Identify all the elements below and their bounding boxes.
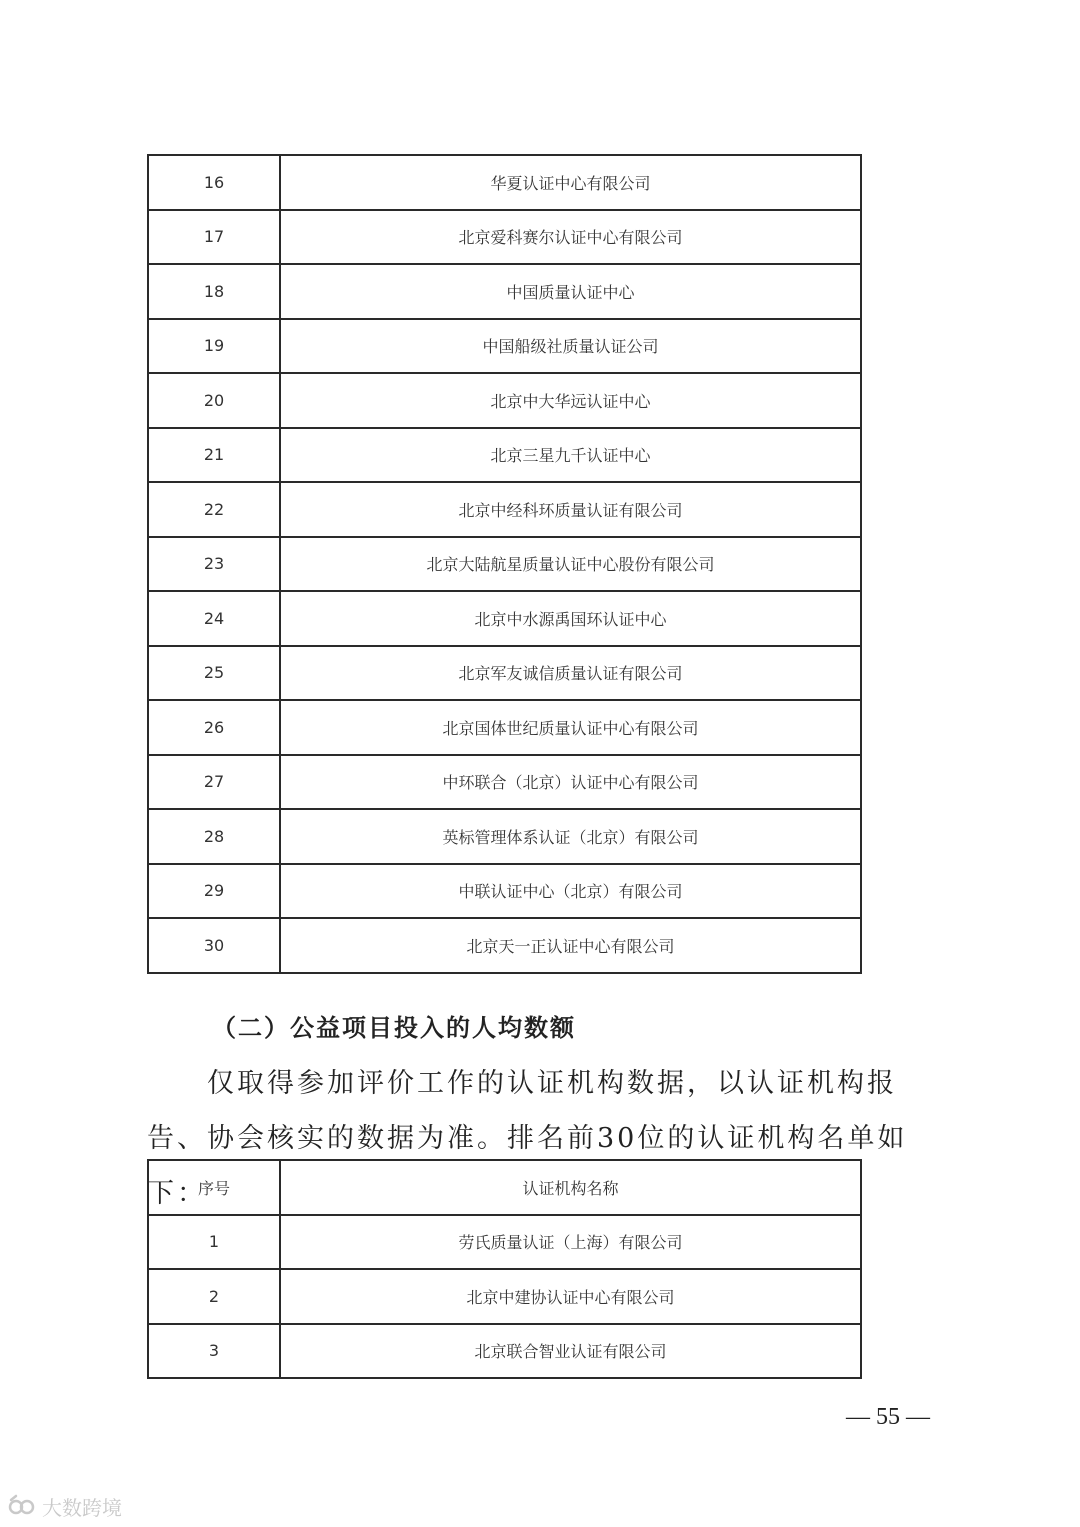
table-header-row: [148, 1160, 861, 1215]
column-header-name: 认证机构名称: [280, 1160, 861, 1215]
brand-logo-icon: [8, 1494, 38, 1520]
table-row: [148, 210, 861, 265]
table-row: [148, 864, 861, 919]
institution-name: 中环联合（北京）认证中心有限公司: [280, 755, 861, 810]
row-number: 28: [148, 809, 280, 864]
column-header-no: 序号: [148, 1160, 280, 1215]
institution-name: 北京中大华远认证中心: [280, 373, 861, 428]
institution-name: 北京国体世纪质量认证中心有限公司: [280, 700, 861, 755]
institution-name: 劳氏质量认证（上海）有限公司: [280, 1215, 861, 1270]
table-row: [148, 646, 861, 701]
table-row: [148, 537, 861, 592]
row-number: 17: [148, 210, 280, 265]
section-heading: （二）公益项目投入的人均数额: [212, 1013, 576, 1042]
table-row: [148, 591, 861, 646]
row-number: 20: [148, 373, 280, 428]
table-row: [148, 918, 861, 973]
institution-name: 中国质量认证中心: [280, 264, 861, 319]
institution-name: 北京中建协认证中心有限公司: [280, 1269, 861, 1324]
institution-name: 中国船级社质量认证公司: [280, 319, 861, 374]
institution-name: 英标管理体系认证（北京）有限公司: [280, 809, 861, 864]
row-number: 23: [148, 537, 280, 592]
row-number: 26: [148, 700, 280, 755]
institution-name: 北京中水源禹国环认证中心: [280, 591, 861, 646]
row-number: 27: [148, 755, 280, 810]
institution-name: 北京军友诚信质量认证有限公司: [280, 646, 861, 701]
table-row: [148, 1324, 861, 1379]
table-row: [148, 373, 861, 428]
section-paragraph: 仅取得参加评价工作的认证机构数据，以认证机构报告、协会核实的数据为准。排名前30位的认证机构名单如下：: [147, 1068, 908, 1209]
watermark-text: 大数跨境: [42, 1496, 122, 1520]
institution-name: 中联认证中心（北京）有限公司: [280, 864, 861, 919]
table-row: [148, 700, 861, 755]
row-number: 29: [148, 864, 280, 919]
row-number: 21: [148, 428, 280, 483]
table-row: [148, 1269, 861, 1324]
institution-table-continued: [147, 154, 862, 974]
row-number: 16: [148, 155, 280, 210]
table-row: [148, 264, 861, 319]
institution-name: 华夏认证中心有限公司: [280, 155, 861, 210]
table-row: [148, 809, 861, 864]
row-number: 22: [148, 482, 280, 537]
row-number: 19: [148, 319, 280, 374]
table-row: [148, 155, 861, 210]
watermark: [8, 1492, 122, 1521]
institution-name: 北京爱科赛尔认证中心有限公司: [280, 210, 861, 265]
row-number: 25: [148, 646, 280, 701]
row-number: 30: [148, 918, 280, 973]
row-number: 1: [148, 1215, 280, 1270]
row-number: 24: [148, 591, 280, 646]
table-row: [148, 755, 861, 810]
table-row: [148, 1215, 861, 1270]
table-row: [148, 482, 861, 537]
table-row: [148, 319, 861, 374]
row-number: 2: [148, 1269, 280, 1324]
institution-ranking-table: [147, 1159, 862, 1379]
table-row: [148, 428, 861, 483]
institution-name: 北京天一正认证中心有限公司: [280, 918, 861, 973]
institution-name: 北京中经科环质量认证有限公司: [280, 482, 861, 537]
page-number: — 55 —: [846, 1404, 930, 1430]
row-number: 18: [148, 264, 280, 319]
institution-name: 北京联合智业认证有限公司: [280, 1324, 861, 1379]
row-number: 3: [148, 1324, 280, 1379]
institution-name: 北京三星九千认证中心: [280, 428, 861, 483]
institution-name: 北京大陆航星质量认证中心股份有限公司: [280, 537, 861, 592]
